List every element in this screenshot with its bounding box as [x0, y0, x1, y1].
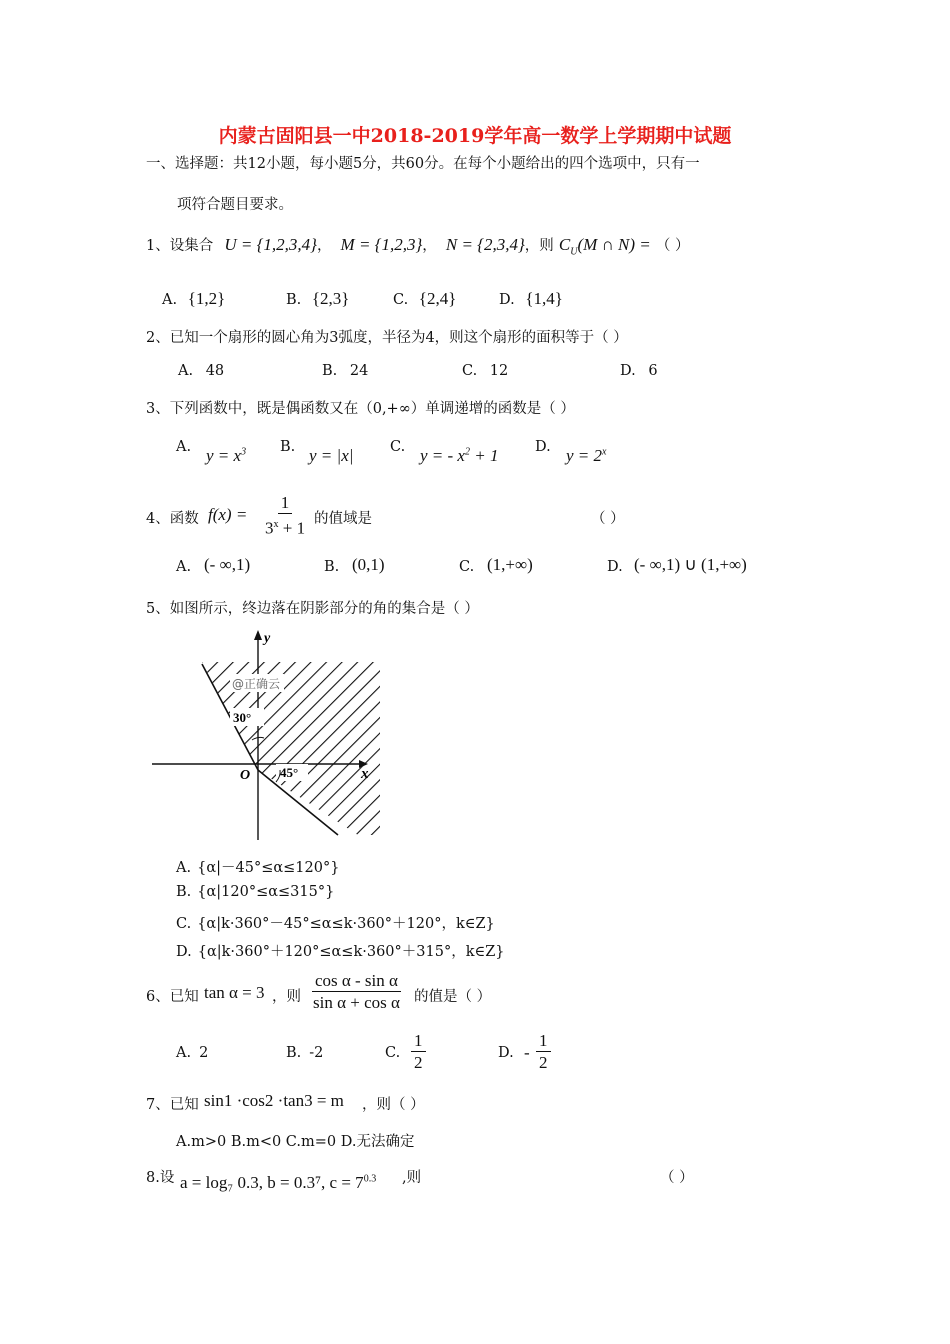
question-3: 3、下列函数中，既是偶函数又在（0,+∞）单调递增的函数是（ ）: [146, 401, 575, 417]
q6-option-d-key: D.: [498, 1045, 514, 1061]
q1-comma2: ，: [422, 238, 437, 254]
q6-option-c: $\frac{1}{2}$: [411, 1031, 426, 1074]
question-5: 5、如图所示，终边落在阴影部分的角的集合是（ ）: [146, 601, 479, 617]
q4-option-d: (- ∞,1) ∪ (1,+∞): [634, 555, 747, 574]
q4-option-d-key: D.: [607, 559, 623, 575]
q5-angle-30: 30°: [233, 710, 252, 725]
q5-x-label: x: [361, 766, 369, 782]
q5-option-b: B. {α|120°≤α≤315°}: [176, 884, 335, 900]
q1-option-b: B. {2,3}: [286, 289, 350, 308]
q6-option-c-key: C.: [385, 1045, 401, 1061]
q3-option-a: $y = x^3$: [206, 446, 247, 465]
q6-mid: ，则: [272, 989, 301, 1005]
q2-option-d: D. 6: [620, 363, 658, 379]
q8-tail: ,则: [402, 1170, 422, 1186]
q1-comma1: ，: [316, 238, 332, 254]
q7-label: 7、已知: [146, 1097, 199, 1113]
q1-label: 1、设集合: [146, 238, 214, 254]
q4-option-a-key: A.: [176, 559, 192, 575]
q6-option-d-sign: -: [524, 1043, 530, 1062]
q7-tail: ，则（ ）: [362, 1097, 425, 1113]
q6-tail: 的值是（ ）: [414, 989, 492, 1005]
q5-watermark: @正确云: [232, 677, 281, 691]
q5-option-d: D. {α|k·360°＋120°≤α≤k·360°＋315°，k∈Z}: [176, 944, 505, 960]
q3-option-c: y = - $x^2 + 1$: [420, 446, 499, 465]
q3-option-b: y = |x|: [309, 446, 354, 465]
question-2: 2、已知一个扇形的圆心角为3弧度，半径为4，则这个扇形的面积等于（ ）: [146, 330, 628, 346]
q6-option-d: $\frac{1}{2}$: [536, 1031, 551, 1074]
q4-tail: 的值域是: [314, 511, 372, 527]
q4-option-c: (1,+∞): [487, 555, 533, 574]
q5-shaded-region: [202, 662, 380, 835]
q4-fraction: $\frac{1}{3^x + 1}$: [265, 493, 306, 538]
q5-angle-45: 45°: [280, 765, 299, 780]
q3-option-d-key: D.: [535, 439, 551, 455]
section-instructions-line2: 项符合题目要求。: [177, 197, 293, 213]
q4-option-b: (0,1): [352, 555, 385, 574]
q8-expr: a = log₇ 0.3, b = 0.3⁷, $c = 7^{0.3}$: [180, 1173, 377, 1192]
q6-option-a: A. 2: [176, 1045, 209, 1061]
q5-option-c: C. {α|k·360°－45°≤α≤k·360°＋120°，k∈Z}: [176, 916, 495, 932]
q4-option-b-key: B.: [324, 559, 340, 575]
q7-expr: sin1 ·cos2 ·tan3 = m: [204, 1091, 344, 1110]
q5-angle-figure: [148, 622, 380, 842]
q6-label: 6、已知: [146, 989, 199, 1005]
q1-set-m: M = {1,2,3}: [340, 235, 423, 254]
q1-option-a: A. {1,2}: [162, 289, 226, 308]
q4-answer-paren: （ ）: [591, 511, 625, 527]
q1-then: ，则: [524, 238, 554, 254]
q5-origin-label: O: [240, 768, 251, 783]
q3-option-d: $y = 2^x$: [566, 446, 607, 465]
q1-expr: $C_U(M$ ∩ N) =: [558, 235, 651, 258]
q8-label: 8.设: [146, 1170, 175, 1186]
question-1: [146, 234, 689, 257]
q5-option-a: A. {α|－45°≤α≤120°}: [176, 860, 340, 876]
section-instructions-line1: 一、选择题：共12小题，每小题5分，共60分。在每个小题给出的四个选项中，只有一: [146, 156, 700, 172]
q3-option-b-key: B.: [280, 439, 296, 455]
q2-option-a: A. 48: [178, 363, 225, 379]
q1-set-u: U = {1,2,3,4}: [224, 235, 317, 254]
q2-option-b: B. 24: [322, 363, 369, 379]
q6-option-b: B. -2: [286, 1045, 324, 1061]
q1-option-d: D. {1,4}: [499, 289, 563, 308]
q4-option-c-key: C.: [459, 559, 475, 575]
q4-fx: f(x) =: [208, 505, 248, 524]
q7-options: A.m>0 B.m<0 C.m=0 D.无法确定: [176, 1134, 415, 1150]
q1-set-n: N = {2,3,4}: [445, 235, 525, 254]
q1-answer-paren: （ ）: [655, 238, 690, 254]
q3-option-a-key: A.: [176, 439, 192, 455]
q6-fraction: $\frac{\text{cos α - sin α}}{\text{sin α + cos α}}$: [313, 971, 400, 1012]
q2-option-c: C. 12: [462, 363, 509, 379]
q4-option-a: (- ∞,1): [204, 555, 251, 574]
q1-option-c: C. {2,4}: [393, 289, 457, 308]
q5-y-label: y: [264, 631, 271, 646]
q8-answer-paren: （ ）: [660, 1170, 694, 1186]
q4-label: 4、函数: [146, 511, 199, 527]
page-title: 内蒙古固阳县一中2018-2019学年高一数学上学期期中试题: [218, 125, 732, 147]
q6-condition: tan α = 3: [204, 983, 265, 1002]
q3-option-c-key: C.: [390, 439, 406, 455]
